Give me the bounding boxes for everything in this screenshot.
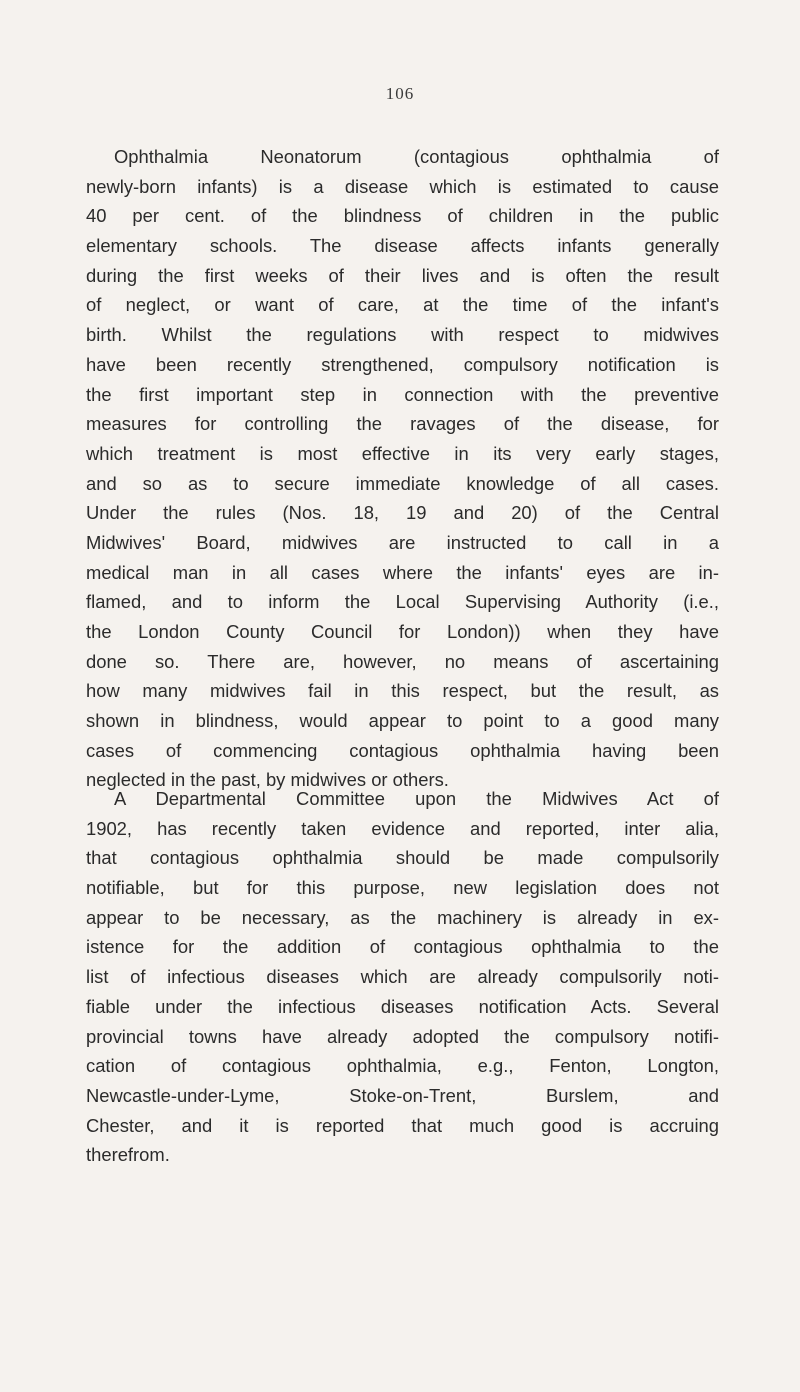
text-line: Midwives' Board, midwives are instructed to call in a — [86, 531, 719, 553]
text-line: Chester, and it is reported that much good is accruing — [86, 1114, 719, 1136]
text-line: A Departmental Committee upon the Midwives Act of — [114, 788, 719, 809]
text-line: neglected in the past, by midwives or others. — [86, 769, 449, 791]
text-line: appear to be necessary, as the machinery is already in ex- — [86, 906, 719, 928]
text-line: 1902, has recently taken evidence and reported, inter alia, — [86, 817, 719, 839]
text-line: newly-born infants) is a disease which is estimated to cause — [86, 175, 719, 197]
paragraph-ophthalmia-neonatorum — [86, 142, 719, 795]
text-line: which treatment is most effective in its very early stages, — [86, 442, 719, 464]
text-line: done so. There are, however, no means of ascertaining — [86, 650, 719, 672]
page-number: 106 — [385, 84, 415, 103]
text-line: flamed, and to inform the Local Supervising Authority (i.e., — [86, 591, 719, 613]
text-line: and so as to secure immediate knowledge of all cases. — [86, 472, 719, 494]
text-line: cation of contagious ophthalmia, e.g., Fenton, Longton, — [86, 1055, 719, 1077]
text-line: provincial towns have already adopted the compulsory notifi- — [86, 1025, 719, 1047]
text-line: elementary schools. The disease affects infants generally — [86, 235, 719, 257]
text-line: the London County Council for London)) when they have — [86, 621, 719, 642]
text-line: fiable under the infectious diseases notification Acts. Several — [86, 995, 719, 1017]
text-line: measures for controlling the ravages of the disease, for — [86, 413, 719, 435]
text-line: istence for the addition of contagious ophthalmia to the — [86, 936, 719, 958]
text-line: how many midwives fail in this respect, but the result, as — [86, 680, 719, 702]
text-line: birth. Whilst the regulations with respect to midwives — [86, 324, 719, 346]
text-line: shown in blindness, would appear to point to a good many — [86, 710, 719, 732]
text-line: notifiable, but for this purpose, new legislation does not — [86, 877, 719, 899]
text-line: Newcastle-under-Lyme, Stoke-on-Trent, Burslem, and — [86, 1084, 719, 1106]
paragraph-departmental-committee — [86, 784, 719, 1170]
text-line: the first important step in connection with the preventive — [86, 383, 719, 405]
text-line: list of infectious diseases which are already compulsorily noti- — [86, 966, 719, 988]
text-line: of neglect, or want of care, at the time of the infant's — [86, 294, 719, 316]
text-line: therefrom. — [86, 1144, 170, 1166]
text-line: cases of commencing contagious ophthalmia having been — [86, 739, 719, 761]
text-line: Ophthalmia Neonatorum (contagious ophthalmia of — [114, 146, 719, 167]
text-line: Under the rules (Nos. 18, 19 and 20) of the Central — [86, 502, 719, 524]
text-line: have been recently strengthened, compulsory notification is — [86, 353, 719, 375]
text-line: during the first weeks of their lives and is often the result — [86, 264, 719, 286]
text-line: that contagious ophthalmia should be made compulsorily — [86, 847, 719, 869]
text-line: medical man in all cases where the infants' eyes are in- — [86, 561, 719, 583]
text-line: 40 per cent. of the blindness of children in the public — [86, 205, 719, 227]
